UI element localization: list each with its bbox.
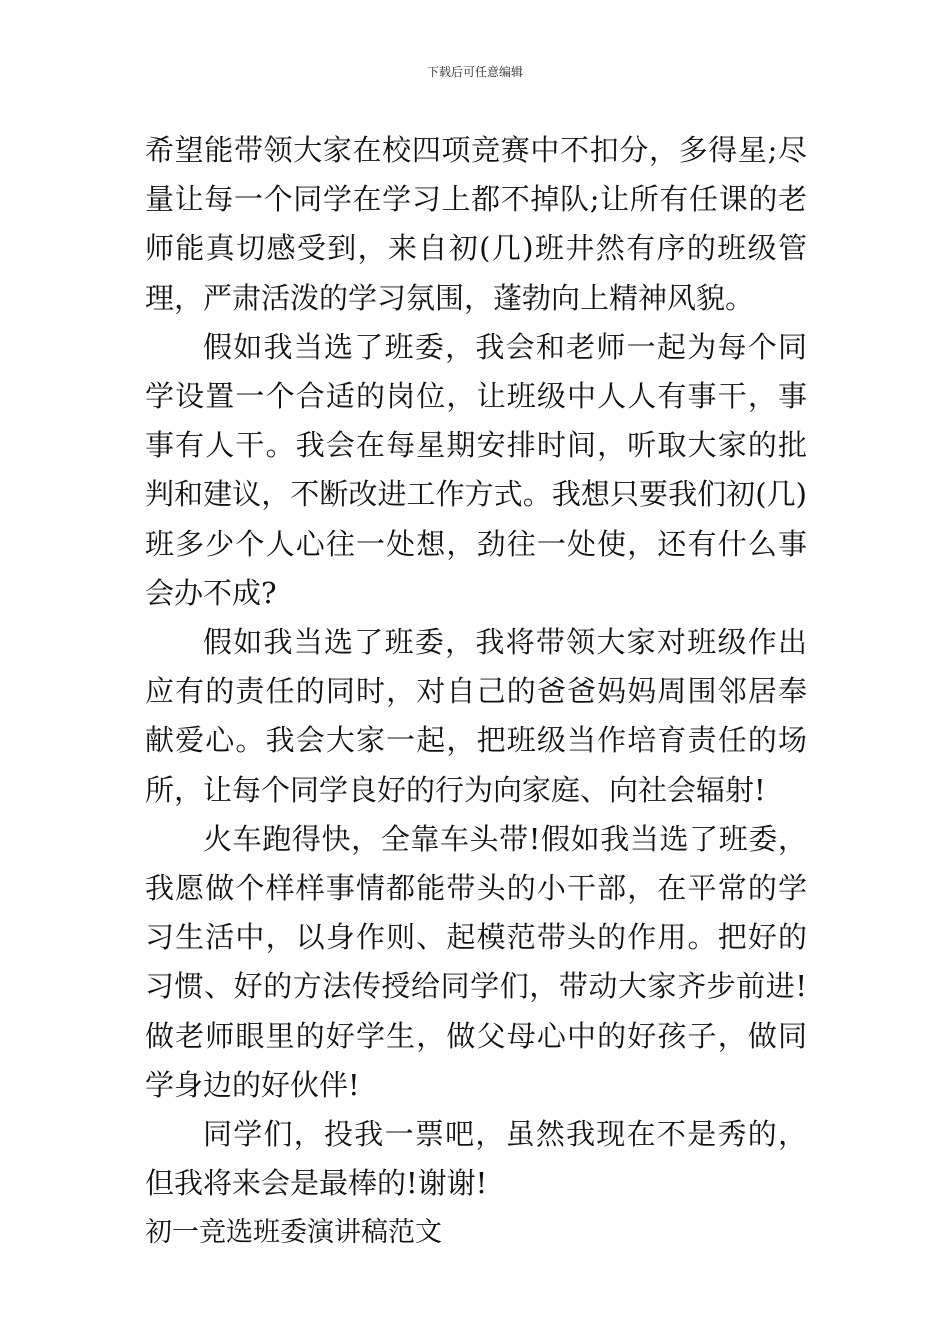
paragraph-1: 希望能带领大家在校四项竞赛中不扣分，多得星;尽量让每一个同学在学习上都不掉队;让所有任课的老师能真切感受到，来自初(几)班井然有序的班级管理，严肃活泼的学习氛围，蓬勃向上精神风貌。 (145, 133, 807, 315)
page-header: 下载后可任意编辑 (426, 65, 523, 79)
paragraph-4: 火车跑得快，全靠车头带!假如我当选了班委，我愿做个样样事情都能带头的小干部，在平常的学习生活中，以身作则、起模范带头的作用。把好的习惯、好的方法传授给同学们，带动大家齐步前进!做老师眼里的好学生，做父母心中的好孩子，做同学身边的好伙伴! (145, 821, 807, 1102)
paragraph-2: 假如我当选了班委，我会和老师一起为每个同学设置一个合适的岗位，让班级中人人有事干，事事有人干。我会在每星期安排时间，听取大家的批判和建议，不断改进工作方式。我想只要我们初(几)班多少个人心往一处想，劲往一处使，还有什么事会办不成? (145, 329, 807, 610)
document-body (145, 126, 807, 1258)
section-heading: 初一竞选班委演讲稿范文 (145, 1217, 442, 1249)
paragraph-3: 假如我当选了班委，我将带领大家对班级作出应有的责任的同时，对自己的爸爸妈妈周围邻居奉献爱心。我会大家一起，把班级当作培育责任的场所，让每个同学良好的行为向家庭、向社会辐射! (145, 625, 807, 807)
paragraph-5: 同学们，投我一票吧，虽然我现在不是秀的，但我将来会是最棒的!谢谢! (145, 1117, 807, 1201)
